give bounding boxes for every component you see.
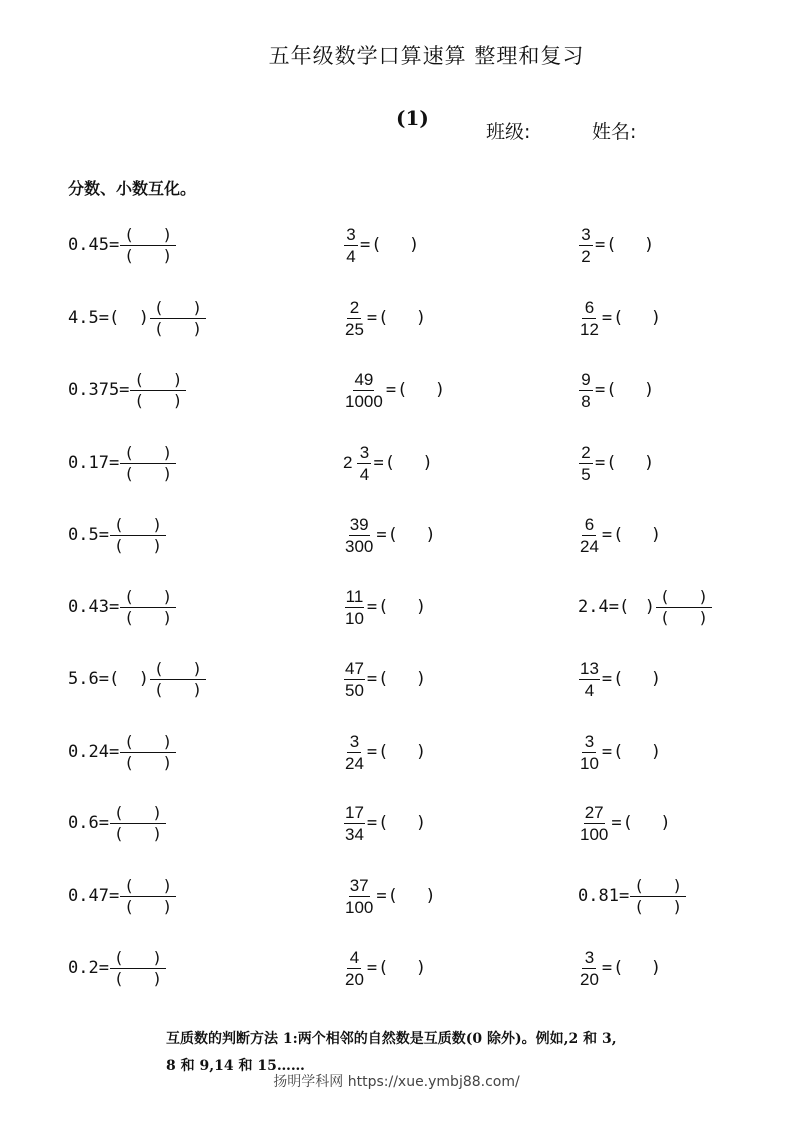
answer-blank[interactable] xyxy=(397,380,445,400)
answer-numerator-blank[interactable] xyxy=(110,948,166,969)
left-paren: ( xyxy=(124,224,134,244)
left-paren: ( xyxy=(378,597,389,617)
decimal-value: 2.4= xyxy=(578,597,619,617)
denominator: 20 xyxy=(345,969,364,989)
answer-fraction-blank xyxy=(630,876,686,917)
answer-fraction-blank xyxy=(150,659,206,700)
answer-numerator-blank[interactable] xyxy=(120,876,176,897)
right-paren: ) xyxy=(644,453,655,473)
right-paren: ) xyxy=(644,380,655,400)
right-paren: ) xyxy=(152,823,162,843)
fraction xyxy=(344,587,365,628)
answer-fraction-blank xyxy=(120,876,176,917)
answer-blank[interactable] xyxy=(378,308,426,328)
right-paren: ) xyxy=(162,224,173,244)
problem-fraction-to-decimal xyxy=(343,512,436,558)
answer-numerator-blank[interactable] xyxy=(110,803,166,824)
right-paren: ) xyxy=(162,896,173,916)
problem-fraction-to-decimal xyxy=(343,945,426,991)
watermark-footer: 扬明学科网 https://xue.ymbj88.com/ xyxy=(273,1074,520,1090)
left-paren: ( xyxy=(606,235,617,255)
left-paren: ( xyxy=(108,308,120,328)
right-paren: ) xyxy=(672,896,683,916)
left-paren: ( xyxy=(387,525,398,545)
right-paren: ) xyxy=(650,525,662,545)
right-paren: ) xyxy=(162,442,173,462)
denominator: 10 xyxy=(580,753,599,773)
denominator: 25 xyxy=(345,319,364,339)
fraction xyxy=(344,515,374,556)
answer-numerator-blank[interactable] xyxy=(120,587,176,608)
equals-sign: = xyxy=(601,525,613,545)
right-paren: ) xyxy=(425,886,436,906)
problem-fraction-to-decimal xyxy=(343,656,426,702)
left-paren: ( xyxy=(124,245,134,265)
right-paren: ) xyxy=(162,752,173,772)
problem-conversion xyxy=(578,584,712,630)
problem-decimal-to-fraction xyxy=(68,512,166,558)
denominator: 24 xyxy=(345,753,364,773)
left-paren: ( xyxy=(113,535,124,555)
problem-decimal-to-fraction xyxy=(68,800,166,846)
denominator: 5 xyxy=(581,464,591,484)
numerator: 2 xyxy=(347,298,361,319)
left-paren: ( xyxy=(622,813,633,833)
right-paren: ) xyxy=(415,813,427,833)
left-paren: ( xyxy=(371,235,382,255)
equals-sign: = xyxy=(360,235,371,255)
problem-decimal-to-fraction xyxy=(68,945,166,991)
denominator: 2 xyxy=(581,246,591,266)
answer-blank[interactable] xyxy=(378,813,426,833)
problem-conversion xyxy=(578,222,654,268)
answer-blank[interactable] xyxy=(613,525,661,545)
answer-blank[interactable] xyxy=(613,742,661,762)
answer-fraction-blank xyxy=(120,225,176,266)
left-paren: ( xyxy=(113,514,124,534)
left-paren: ( xyxy=(378,813,389,833)
whole-number: 2 xyxy=(343,453,353,472)
left-paren: ( xyxy=(659,586,670,606)
denominator: 24 xyxy=(580,536,599,556)
right-paren: ) xyxy=(415,308,427,328)
decimal-value: 0.24= xyxy=(68,742,120,762)
right-paren: ) xyxy=(660,813,671,833)
numerator: 49 xyxy=(354,369,374,389)
right-paren: ) xyxy=(192,658,202,678)
right-paren: ) xyxy=(138,308,149,328)
problem-fraction-to-decimal xyxy=(343,295,426,341)
equals-sign: = xyxy=(376,886,387,906)
answer-denominator-blank[interactable] xyxy=(110,536,166,556)
fraction xyxy=(344,659,365,700)
right-paren: ) xyxy=(162,586,173,606)
answer-numerator-blank[interactable] xyxy=(120,732,176,753)
right-paren: ) xyxy=(152,947,162,967)
problem-conversion xyxy=(578,367,654,413)
answer-blank[interactable] xyxy=(378,597,426,617)
numerator: 17 xyxy=(345,802,364,822)
answer-blank[interactable] xyxy=(378,669,426,689)
left-paren: ( xyxy=(124,586,134,606)
answer-blank[interactable] xyxy=(378,958,426,978)
fraction xyxy=(579,225,593,266)
fraction xyxy=(579,298,600,339)
right-paren: ) xyxy=(152,514,162,534)
decimal-value: 0.5= xyxy=(68,525,109,545)
fraction xyxy=(344,370,384,411)
answer-numerator-blank[interactable] xyxy=(630,876,686,897)
answer-fraction-blank xyxy=(120,443,176,484)
problem-fraction-to-decimal xyxy=(343,729,426,775)
answer-blank[interactable] xyxy=(388,886,436,906)
answer-fraction-blank xyxy=(110,515,166,556)
right-paren: ) xyxy=(409,235,420,255)
answer-numerator-blank[interactable] xyxy=(110,515,166,536)
numerator: 13 xyxy=(580,658,599,678)
answer-blank[interactable] xyxy=(385,453,433,473)
left-paren: ( xyxy=(113,947,124,967)
left-paren: ( xyxy=(659,607,670,627)
answer-numerator-blank[interactable] xyxy=(120,443,176,464)
left-paren: ( xyxy=(124,752,134,772)
answer-blank[interactable] xyxy=(109,308,149,328)
page-title: 五年级数学口算速算 整理和复习 xyxy=(268,44,585,68)
right-paren: ) xyxy=(415,742,427,762)
right-paren: ) xyxy=(138,669,149,689)
right-paren: ) xyxy=(644,235,655,255)
answer-denominator-blank[interactable] xyxy=(110,969,166,989)
numerator: 9 xyxy=(579,370,593,391)
answer-numerator-blank[interactable] xyxy=(150,298,206,319)
answer-denominator-blank[interactable] xyxy=(120,897,176,917)
decimal-value: 5.6= xyxy=(68,669,109,689)
problem-conversion xyxy=(578,729,661,775)
left-paren: ( xyxy=(124,607,134,627)
problem-fraction-to-decimal xyxy=(343,800,426,846)
left-paren: ( xyxy=(378,669,389,689)
denominator: 10 xyxy=(345,608,364,628)
right-paren: ) xyxy=(152,802,162,822)
problem-conversion xyxy=(578,873,686,919)
decimal-value: 0.6= xyxy=(68,813,109,833)
fraction xyxy=(344,876,374,917)
left-paren: ( xyxy=(153,318,164,338)
denominator: 20 xyxy=(580,969,599,989)
numerator: 47 xyxy=(345,658,364,678)
left-paren: ( xyxy=(134,369,145,389)
answer-fraction-blank xyxy=(130,370,186,411)
tip-line-2: 8 和 9,14 和 15…… xyxy=(166,1058,305,1074)
numerator: 3 xyxy=(579,225,593,246)
answer-blank[interactable] xyxy=(371,235,419,255)
fraction xyxy=(344,948,365,989)
answer-denominator-blank[interactable] xyxy=(150,680,206,700)
problem-decimal-to-fraction xyxy=(68,367,186,413)
problem-fraction-to-decimal xyxy=(343,584,426,630)
equals-sign: = xyxy=(366,813,378,833)
left-paren: ( xyxy=(378,742,389,762)
answer-fraction-blank xyxy=(120,587,176,628)
class-label: 班级: xyxy=(486,121,531,143)
equals-sign: = xyxy=(366,308,378,328)
problem-conversion xyxy=(578,800,671,846)
left-paren: ( xyxy=(613,742,624,762)
right-paren: ) xyxy=(162,245,173,265)
answer-denominator-blank[interactable] xyxy=(630,897,686,917)
answer-denominator-blank[interactable] xyxy=(120,608,176,628)
right-paren: ) xyxy=(698,586,708,606)
worksheet-number: (1) xyxy=(396,106,429,130)
equals-sign: = xyxy=(376,525,387,545)
right-paren: ) xyxy=(650,669,662,689)
left-paren: ( xyxy=(613,308,624,328)
denominator: 8 xyxy=(581,391,591,411)
equals-sign: = xyxy=(366,958,378,978)
right-paren: ) xyxy=(644,597,655,617)
right-paren: ) xyxy=(425,525,436,545)
numerator: 6 xyxy=(582,298,596,319)
problem-conversion xyxy=(578,656,661,702)
denominator: 100 xyxy=(580,824,609,844)
right-paren: ) xyxy=(162,607,173,627)
numerator: 6 xyxy=(582,515,596,536)
right-paren: ) xyxy=(192,297,202,317)
fraction xyxy=(344,803,365,844)
left-paren: ( xyxy=(124,731,134,751)
equals-sign: = xyxy=(611,813,622,833)
equals-sign: = xyxy=(385,380,397,400)
problem-decimal-to-fraction xyxy=(68,584,176,630)
left-paren: ( xyxy=(113,968,124,988)
decimal-value: 0.43= xyxy=(68,597,120,617)
right-paren: ) xyxy=(152,535,162,555)
left-paren: ( xyxy=(606,453,617,473)
numerator: 2 xyxy=(579,443,593,464)
fraction xyxy=(579,370,593,411)
answer-denominator-blank[interactable] xyxy=(120,464,176,484)
problem-decimal-to-fraction xyxy=(68,295,206,341)
fraction xyxy=(579,443,593,484)
fraction xyxy=(579,732,600,773)
problem-fraction-to-decimal xyxy=(343,222,419,268)
denominator: 12 xyxy=(580,319,599,339)
denominator: 300 xyxy=(345,536,374,556)
right-paren: ) xyxy=(422,453,433,473)
left-paren: ( xyxy=(378,308,389,328)
numerator: 39 xyxy=(349,514,369,534)
numerator: 27 xyxy=(584,802,604,822)
left-paren: ( xyxy=(134,390,145,410)
answer-denominator-blank[interactable] xyxy=(150,319,206,339)
equals-sign: = xyxy=(595,453,606,473)
problem-fraction-to-decimal xyxy=(343,367,445,413)
denominator: 50 xyxy=(345,680,364,700)
numerator: 11 xyxy=(345,586,364,606)
problem-decimal-to-fraction xyxy=(68,440,176,486)
problem-conversion xyxy=(578,945,661,991)
numerator: 3 xyxy=(357,443,371,464)
answer-blank[interactable] xyxy=(613,958,661,978)
left-paren: ( xyxy=(384,453,395,473)
fraction xyxy=(579,803,609,844)
equals-sign: = xyxy=(366,742,378,762)
right-paren: ) xyxy=(672,875,683,895)
answer-denominator-blank[interactable] xyxy=(110,824,166,844)
answer-blank[interactable] xyxy=(613,669,661,689)
equals-sign: = xyxy=(366,669,378,689)
fraction xyxy=(579,515,600,556)
left-paren: ( xyxy=(124,463,134,483)
right-paren: ) xyxy=(162,463,173,483)
answer-blank[interactable] xyxy=(378,742,426,762)
problem-decimal-to-fraction xyxy=(68,873,176,919)
answer-blank[interactable] xyxy=(613,308,661,328)
right-paren: ) xyxy=(152,968,162,988)
fraction xyxy=(344,298,365,339)
name-label: 姓名: xyxy=(592,121,637,143)
problem-fraction-to-decimal xyxy=(343,873,436,919)
numerator: 3 xyxy=(344,225,358,246)
denominator: 4 xyxy=(346,246,356,266)
left-paren: ( xyxy=(124,875,134,895)
denominator: 34 xyxy=(345,824,364,844)
denominator: 4 xyxy=(359,464,370,484)
numerator: 3 xyxy=(582,732,596,753)
problem-decimal-to-fraction xyxy=(68,222,176,268)
section-title: 分数、小数互化。 xyxy=(68,179,197,198)
left-paren: ( xyxy=(397,380,408,400)
numerator: 3 xyxy=(347,732,361,753)
left-paren: ( xyxy=(124,896,134,916)
left-paren: ( xyxy=(124,442,134,462)
right-paren: ) xyxy=(415,597,427,617)
left-paren: ( xyxy=(113,802,124,822)
right-paren: ) xyxy=(650,742,662,762)
fraction xyxy=(579,948,600,989)
problem-conversion xyxy=(578,295,661,341)
answer-numerator-blank[interactable] xyxy=(150,659,206,680)
answer-denominator-blank[interactable] xyxy=(120,753,176,773)
fraction xyxy=(579,659,600,700)
left-paren: ( xyxy=(153,658,164,678)
right-paren: ) xyxy=(415,669,427,689)
answer-fraction-blank xyxy=(150,298,206,339)
right-paren: ) xyxy=(415,958,427,978)
right-paren: ) xyxy=(650,958,662,978)
answer-denominator-blank[interactable] xyxy=(656,608,712,628)
numerator: 37 xyxy=(349,875,369,895)
right-paren: ) xyxy=(192,318,202,338)
answer-blank[interactable] xyxy=(109,669,149,689)
right-paren: ) xyxy=(162,731,173,751)
decimal-value: 0.2= xyxy=(68,958,109,978)
right-paren: ) xyxy=(192,679,202,699)
problem-conversion xyxy=(578,440,654,486)
problem-decimal-to-fraction xyxy=(68,656,206,702)
left-paren: ( xyxy=(634,896,644,916)
denominator: 100 xyxy=(345,897,374,917)
left-paren: ( xyxy=(378,958,389,978)
left-paren: ( xyxy=(618,597,630,617)
answer-numerator-blank[interactable] xyxy=(120,225,176,246)
right-paren: ) xyxy=(172,390,183,410)
decimal-value: 0.45= xyxy=(68,235,120,255)
equals-sign: = xyxy=(601,958,613,978)
answer-numerator-blank[interactable] xyxy=(656,587,712,608)
answer-fraction-blank xyxy=(110,948,166,989)
equals-sign: = xyxy=(601,669,613,689)
problem-fraction-to-decimal xyxy=(343,440,433,486)
denominator: 1000 xyxy=(345,391,383,411)
decimal-value: 4.5= xyxy=(68,308,109,328)
left-paren: ( xyxy=(613,958,624,978)
left-paren: ( xyxy=(634,875,644,895)
equals-sign: = xyxy=(366,597,378,617)
answer-blank[interactable] xyxy=(606,235,654,255)
decimal-value: 0.375= xyxy=(68,380,130,400)
answer-denominator-blank[interactable] xyxy=(130,391,186,411)
left-paren: ( xyxy=(113,823,124,843)
answer-fraction-blank xyxy=(656,587,712,628)
denominator: 4 xyxy=(584,680,595,700)
left-paren: ( xyxy=(613,525,624,545)
fraction xyxy=(357,443,371,484)
equals-sign: = xyxy=(601,742,613,762)
left-paren: ( xyxy=(153,679,164,699)
decimal-value: 0.81= xyxy=(578,886,630,906)
answer-blank[interactable] xyxy=(606,453,654,473)
right-paren: ) xyxy=(162,875,173,895)
right-paren: ) xyxy=(698,607,708,627)
right-paren: ) xyxy=(650,308,662,328)
equals-sign: = xyxy=(595,235,606,255)
left-paren: ( xyxy=(613,669,624,689)
answer-blank[interactable] xyxy=(606,380,654,400)
answer-fraction-blank xyxy=(120,732,176,773)
answer-fraction-blank xyxy=(110,803,166,844)
equals-sign: = xyxy=(373,453,384,473)
left-paren: ( xyxy=(153,297,164,317)
problem-conversion xyxy=(578,512,661,558)
left-paren: ( xyxy=(606,380,617,400)
problem-decimal-to-fraction xyxy=(68,729,176,775)
answer-denominator-blank[interactable] xyxy=(120,246,176,266)
decimal-value: 0.17= xyxy=(68,453,120,473)
numerator: 4 xyxy=(347,948,361,969)
answer-blank[interactable] xyxy=(623,813,671,833)
equals-sign: = xyxy=(595,380,606,400)
numerator: 3 xyxy=(582,948,596,969)
left-paren: ( xyxy=(387,886,398,906)
answer-blank[interactable] xyxy=(388,525,436,545)
answer-numerator-blank[interactable] xyxy=(130,370,186,391)
right-paren: ) xyxy=(434,380,446,400)
fraction xyxy=(344,225,358,266)
answer-blank[interactable] xyxy=(619,597,655,617)
fraction xyxy=(344,732,365,773)
right-paren: ) xyxy=(172,369,183,389)
equals-sign: = xyxy=(601,308,613,328)
tip-line-1: 互质数的判断方法 1:两个相邻的自然数是互质数(0 除外)。例如,2 和 3, xyxy=(166,1031,617,1047)
decimal-value: 0.47= xyxy=(68,886,120,906)
left-paren: ( xyxy=(108,669,120,689)
